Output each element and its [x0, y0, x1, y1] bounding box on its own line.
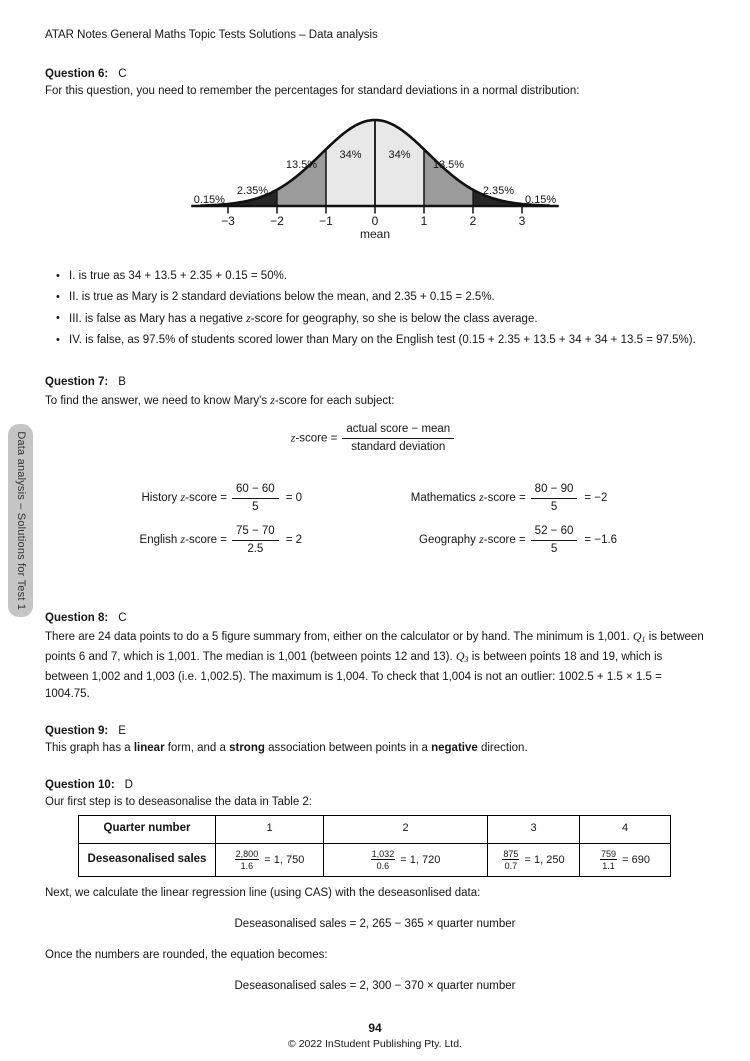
- table-row-label: Deseasonalised sales: [79, 843, 216, 876]
- list-item: • II. is true as Mary is 2 standard deviations below the mean, and 2.35 + 0.15 = 2.5%.: [69, 289, 705, 307]
- zscore-result: = 0: [285, 491, 303, 504]
- zscore-result: = 2: [285, 533, 303, 546]
- regression-equation-1: Deseasonalised sales = 2, 265 − 365 × quarter number: [234, 917, 516, 930]
- deseasonalised-sales-table: [78, 815, 671, 877]
- fraction: $\frac{1,032}{0.6}$: [371, 848, 395, 871]
- question-9-label: Question 9:: [45, 724, 109, 737]
- zscore-formula-fraction: [342, 422, 454, 455]
- list-item: • IV. is false, as 97.5% of students scored lower than Mary on the English test (0.15 + 2.35 + 13.5 + 34 + 34 + 13.5 = 97.5%).: [69, 332, 705, 350]
- question-10-answer: D: [124, 778, 133, 791]
- diagram-label: mean: [359, 226, 391, 241]
- fraction: $\frac{80 - 90}{5}$: [531, 482, 578, 515]
- table-header-cell: 2: [324, 815, 488, 843]
- diagram-label: 13.5%: [432, 158, 465, 171]
- side-tab: [8, 424, 33, 617]
- question-8: [45, 610, 705, 704]
- question-10-heading: [45, 777, 705, 795]
- question-6-label: Question 6:: [45, 67, 109, 80]
- diagram-label: −2: [270, 213, 284, 228]
- page-header: ATAR Notes General Maths Topic Tests Solutions – Data analysis: [45, 29, 378, 41]
- copyright-notice: © 2022 InStudent Publishing Pty. Ltd.: [288, 1038, 462, 1050]
- fraction: $\frac{75 - 70}{2.5}$: [232, 524, 279, 557]
- table-header-row: [79, 815, 671, 843]
- table-cell-result: = 1, 250: [521, 853, 565, 866]
- fraction: $\frac{875}{0.7}$: [503, 848, 519, 871]
- diagram-label: 1: [420, 213, 428, 228]
- diagram-label: 0: [371, 213, 379, 228]
- question-8-label: Question 8:: [45, 612, 109, 624]
- fraction: $\frac{2,800}{1.6}$: [235, 848, 259, 871]
- diagram-label: −1: [319, 213, 333, 228]
- list-item: • I. is true as 34 + 13.5 + 2.35 + 0.15 = 50%.: [69, 268, 705, 286]
- zscore-row-label: English z-score =: [139, 532, 227, 547]
- table-cell: [216, 843, 324, 876]
- table-cell-result: = 1, 720: [397, 853, 441, 866]
- question-10: [45, 777, 705, 996]
- fraction: $\frac{52 - 60}{5}$: [531, 524, 578, 557]
- table-header-cell: 4: [580, 815, 671, 843]
- page-footer: [0, 1021, 750, 1051]
- question-6-intro: For this question, you need to remember the percentages for standard deviations in a normal distribution:: [45, 85, 580, 97]
- zscore-col-right: [376, 482, 617, 566]
- table-header-cell: Quarter number: [79, 815, 216, 843]
- zscore-row-label: Mathematics z-score =: [410, 490, 526, 505]
- question-7-intro: To find the answer, we need to know Mary's z-score for each subject:: [45, 392, 395, 407]
- diagram-label: −3: [221, 213, 235, 228]
- fraction-numerator: actual score − mean: [342, 422, 454, 439]
- zscore-row: [107, 482, 302, 515]
- diagram-label: 0.15%: [525, 193, 557, 206]
- diagram-label: 3: [518, 213, 526, 228]
- zscore-calculations: [45, 482, 705, 566]
- question-9-heading: [45, 723, 705, 741]
- diagram-label: 2.35%: [236, 184, 269, 197]
- side-tab-label: Data analysis – Solutions for Test 1: [15, 431, 28, 610]
- table-cell: [580, 843, 671, 876]
- question-9: [45, 723, 705, 758]
- regression-equation-2: Deseasonalised sales = 2, 300 − 370 × quarter number: [234, 979, 516, 992]
- question-6-answer: C: [118, 67, 127, 80]
- zscore-result: = −1.6: [584, 533, 617, 546]
- question-10-intro: Our first step is to deseasonalise the data in Table 2:: [45, 796, 312, 808]
- question-9-text: This graph has a linear form, and a strong association between points in a negative direction.: [45, 742, 528, 754]
- zscore-row: [107, 524, 302, 557]
- zscore-formula-lhs: -score =: [295, 432, 338, 445]
- fraction: $\frac{759}{1.1}$: [601, 848, 617, 871]
- table-header-cell: 3: [488, 815, 580, 843]
- regression-intro-text: Next, we calculate the linear regression line (using CAS) with the deseasonlised data:: [45, 886, 481, 899]
- question-9-answer: E: [118, 724, 126, 737]
- table-cell-result: = 1, 750: [261, 853, 305, 866]
- normal-curve-svg: [185, 111, 565, 249]
- table-cell: [324, 843, 488, 876]
- question-7-label: Question 7:: [45, 376, 109, 388]
- fraction-denominator: standard deviation: [351, 441, 446, 453]
- page-number: 94: [368, 1021, 382, 1035]
- zscore-row-label: Geography z-score =: [419, 532, 526, 547]
- table-cell-result: = 690: [619, 853, 650, 866]
- question-7-heading: [45, 374, 705, 392]
- q6-bullet-list: [45, 268, 705, 350]
- question-7-answer: B: [118, 376, 126, 388]
- diagram-label: 2.35%: [482, 184, 515, 197]
- zscore-row: [376, 524, 617, 557]
- table-data-row: [79, 843, 671, 876]
- zscore-result: = −2: [584, 491, 608, 504]
- rounded-intro-text: Once the numbers are rounded, the equation becomes:: [45, 948, 328, 961]
- zscore-row: [376, 482, 617, 515]
- question-8-heading: [45, 610, 705, 628]
- zscore-row-label: History z-score =: [141, 490, 227, 505]
- diagram-label: 34%: [339, 148, 362, 161]
- diagram-label: 2: [469, 213, 477, 228]
- question-7: [45, 374, 705, 566]
- question-6-heading: [45, 66, 705, 84]
- question-6: [45, 66, 705, 350]
- table-cell: [488, 843, 580, 876]
- fraction: $\frac{60 - 60}{5}$: [232, 482, 279, 515]
- question-8-answer: C: [118, 612, 127, 624]
- diagram-label: 13.5%: [285, 158, 318, 171]
- table-header-cell: 1: [216, 815, 324, 843]
- zscore-formula-z: z: [290, 430, 296, 445]
- zscore-col-left: [107, 482, 302, 566]
- diagram-label: 0.15%: [193, 193, 225, 206]
- zscore-formula: [45, 422, 705, 455]
- list-item: • III. is false as Mary has a negative z-score for geography, so she is below the class average.: [69, 310, 705, 329]
- normal-distribution-diagram: [45, 111, 705, 249]
- question-8-text: There are 24 data points to do a 5 figure summary from, either on the calculator or by hand. The minimum is 1,001. $Q_1$ is between points 6 and 7, which is 1,001. The median is 1,001 (between points 12 and 13). $Q_3$ is between points 18 and 19, which is between 1,002 and 1,003 (i.e. 1,002.5). The maximum is 1,004. To check that 1,004 is not an outlier: 1002.5 + 1.5 × 1.5 = 1004.75.: [45, 628, 704, 700]
- question-10-label: Question 10:: [45, 778, 115, 791]
- diagram-label: 34%: [388, 148, 411, 161]
